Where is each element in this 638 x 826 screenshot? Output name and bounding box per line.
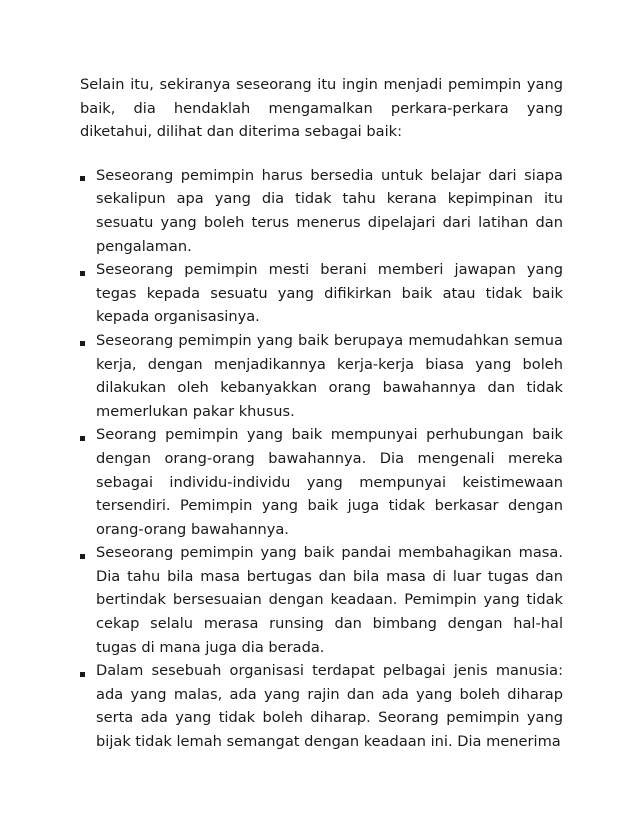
list-item-text: Seseorang pemimpin mesti berani memberi jawapan yang tegas kepada sesuatu yang difikirkan baik atau tidak baik kepada organisasinya. — [96, 261, 563, 326]
list-item-text: Seseorang pemimpin harus bersedia untuk belajar dari siapa sekalipun apa yang dia tidak tahu kerana kepimpinan itu sesuatu yang boleh terus menerus dipelajari dari latihan dan pengalaman. — [96, 166, 563, 255]
list-item — [80, 541, 563, 659]
list-item-text: Seseorang pemimpin yang baik berupaya memudahkan semua kerja, dengan menjadikannya kerja-kerja biasa yang boleh dilakukan oleh kebanyakkan orang bawahannya dan tidak memerlukan pakar khusus. — [96, 331, 563, 420]
square-bullet-icon — [76, 164, 88, 188]
list-item — [80, 258, 563, 329]
square-bullet-icon — [76, 329, 88, 353]
list-item — [80, 423, 563, 541]
bullet-list — [80, 164, 563, 754]
list-item — [80, 659, 563, 753]
square-bullet-icon — [76, 423, 88, 447]
list-item — [80, 164, 563, 258]
square-bullet-icon — [76, 258, 88, 282]
square-bullet-icon — [76, 659, 88, 683]
document-body — [80, 73, 563, 754]
list-item-text: Seorang pemimpin yang baik mempunyai perhubungan baik dengan orang-orang bawahannya. Dia mengenali mereka sebagai individu-individu yang mempunyai keistimewaan tersendiri. Pemimpin yang baik juga tidak berkasar dengan orang-orang bawahannya. — [96, 426, 563, 538]
intro-paragraph: Selain itu, sekiranya seseorang itu ingin menjadi pemimpin yang baik, dia hendaklah mengamalkan perkara-perkara yang diketahui, dilihat dan diterima sebagai baik: — [80, 76, 563, 141]
list-item-text: Dalam sesebuah organisasi terdapat pelbagai jenis manusia: ada yang malas, ada yang rajin dan ada yang boleh diharap serta ada yang tidak boleh diharap. Seorang pemimpin yang bijak tidak lemah semangat dengan keadaan ini. Dia menerima — [96, 662, 563, 751]
square-bullet-icon — [76, 541, 88, 565]
list-item-text: Seseorang pemimpin yang baik pandai membahagikan masa. Dia tahu bila masa bertugas dan bila masa di luar tugas dan bertindak bersesuaian dengan keadaan. Pemimpin yang tidak cekap selalu merasa runsing dan bimbang dengan hal-hal tugas di mana juga dia berada. — [96, 544, 563, 656]
list-item — [80, 329, 563, 423]
